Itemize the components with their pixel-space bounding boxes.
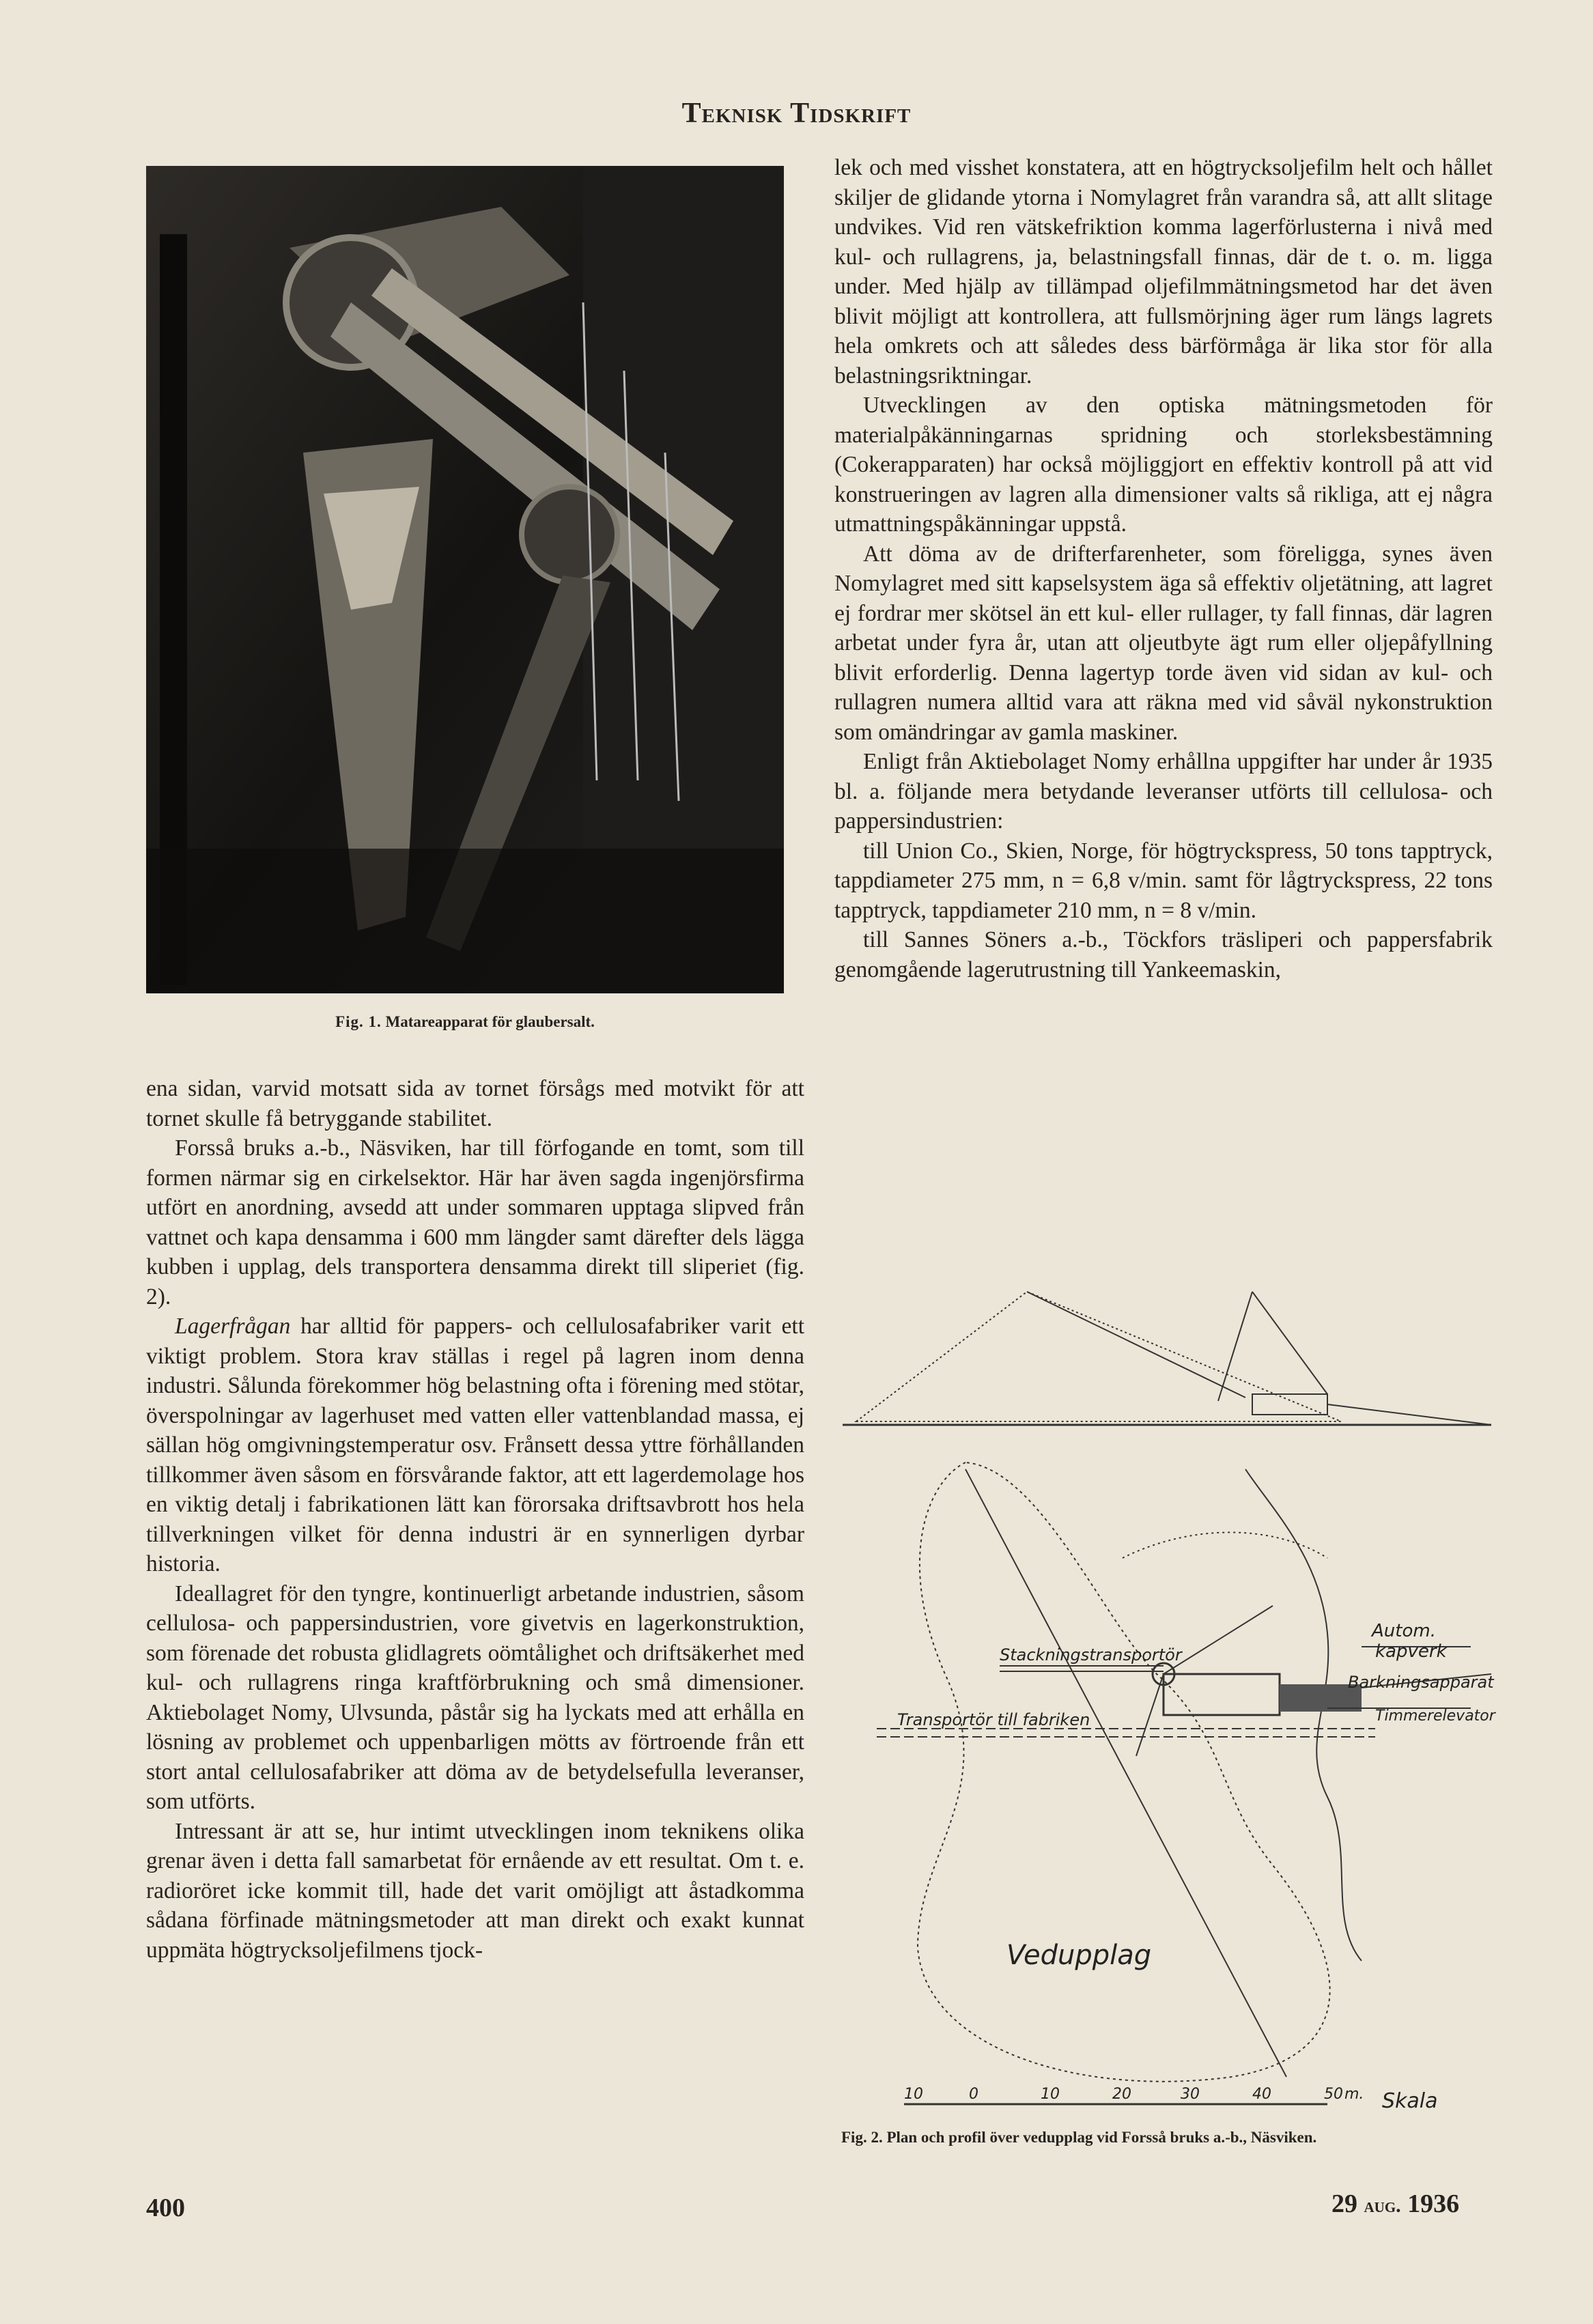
- paragraph: till Sannes Söners a.-b., Töckfors träsliperi och pappersfabrik genomgående lagerutrustning till Yankeemaskin,: [834, 927, 1493, 982]
- label-kapverk: kapverk: [1375, 1641, 1447, 1662]
- figure-2-label: Fig. 2.: [841, 2129, 883, 2146]
- figure-1-photo: [146, 166, 784, 993]
- scale-tick: 10: [1041, 2086, 1060, 2103]
- scale-tick: 20: [1112, 2086, 1131, 2103]
- label-vedupplag: Vedupplag: [1006, 1940, 1152, 1971]
- left-column: [146, 1074, 804, 1965]
- paragraph: ena sidan, varvid motsatt sida av tornet försågs med motvikt för att tornet skulle få betryggande stabilitet.: [146, 1076, 804, 1131]
- paragraph: Ideallagret för den tyngre, kontinuerligt arbetande industrien, såsom cellulosa- och pappersindustrien, vore givetvis en lagerkonstruktion, som förenade det robusta glidlagrets oömtålighet och driftsäkerhet med kul- och rullagrens ringa kraftförbrukning och små dimensioner. Aktiebolaget Nomy, Ulvsunda, påstår sig ha lyckats med att erhålla en lösning av problemet och uppenbarligen mötts av förtroende från ett stort antal cellulosafabriker att döma av de betydelsefulla leveranser, som utförts.: [146, 1581, 804, 1814]
- figure-2-caption: [841, 2129, 1497, 2146]
- paragraph: Att döma av de drifterfarenheter, som föreligga, synes även Nomylagret med sitt kapselsystem äga så effektiv oljetätning, att lagret ej fordrar mer skötsel än ett kul- eller rullager, ty fall finnas, där lagren arbetat under fyra år, utan att oljeutbyte ägt rum eller oljepåfyllning blivit erforderlig. Denna lagertyp torde även vid sidan av kul- och rullagren numera alltid vara att räkna med vid såväl nykonstruktion som omändringar av gamla maskiner.: [834, 541, 1493, 745]
- scale-tick: 50: [1324, 2086, 1343, 2103]
- figure-2-drawing: [836, 1264, 1504, 2122]
- paragraph: Intressant är att se, hur intimt utvecklingen inom teknikens olika grenar även i detta fall samarbetat för ernående av ett resultat. Om t. e. radioröret icke kommit till, hade det varit omöjligt att åstadkomma sådana förfinade mätningsmetoder att man direkt och exakt kunnat uppmäta högtrycksoljefilmens tjock-: [146, 1818, 804, 1963]
- italic-term: Lagerfrågan: [175, 1314, 291, 1339]
- label-autom: Autom.: [1372, 1621, 1436, 1641]
- paragraph: Enligt från Aktiebolaget Nomy erhållna uppgifter har under år 1935 bl. a. följande mera betydande leveranser utförts till cellulosa- och pappersindustrien:: [834, 749, 1493, 834]
- scale-tick: 30: [1181, 2086, 1200, 2103]
- scale-tick: 10: [904, 2086, 923, 2103]
- figure-1-caption: [146, 1013, 784, 1031]
- label-skala: Skala: [1382, 2089, 1438, 2113]
- label-stackning: Stackningstransportör: [1000, 1645, 1182, 1664]
- paragraph: Forsså bruks a.-b., Näsviken, har till förfogande en tomt, som till formen närmar sig en cirkelsektor. Här har även sagda ingenjörsfirma utfört en anordning, avsedd att under sommaren upptaga slipved från vattnet och kapa densamma i 600 mm längder samt därefter dels lägga kubben i upplag, dels transportera densamma direkt till sliperiet (fig. 2).: [146, 1135, 804, 1309]
- label-timmerelevator: Timmerelevator: [1375, 1707, 1495, 1725]
- figure-1-caption-text: Matareapparat för glaubersalt.: [385, 1013, 595, 1030]
- paragraph: Utvecklingen av den optiska mätningsmetoden för materialpåkänningarnas spridning och storleksbestämning (Cokerapparaten) har också möjliggjort en effektiv kontroll på att vid konstrueringen av lagren alla dimensioner valts så rikliga, att ej några utmattningspåkänningar uppstå.: [834, 393, 1493, 537]
- paragraph: lek och med visshet konstatera, att en högtrycksoljefilm helt och hållet skiljer de glidande ytorna i Nomylagret från varandra så, att allt slitage undvikes. Vid ren vätskefriktion komma lagerförlusterna i nivå med kul- och rullagrens, ja, belastningsfall finnas, där de t. o. m. ligga under. Med hjälp av tillämpad oljefilmmätningsmetod har det även blivit möjligt att kontrollera, att fullsmörjning äger rum längs lagrets hela omkrets och att således dess bärförmåga är lika stor för alla belastningsriktningar.: [834, 155, 1493, 388]
- paragraph: [146, 1312, 804, 1579]
- label-transport: Transportör till fabriken: [897, 1710, 1090, 1729]
- paragraph: till Union Co., Skien, Norge, för högtryckspress, 50 tons tapptryck, tappdiameter 275 mm, n = 6,8 v/min. samt för lågtryckspress, 22 tons tapptryck, tappdiameter 210 mm, n = 8 v/min.: [834, 838, 1493, 923]
- right-column: [834, 153, 1493, 984]
- scale-tick: 40: [1252, 2086, 1271, 2103]
- journal-title: Teknisk Tidskrift: [681, 98, 912, 129]
- figure-1-label: Fig. 1.: [335, 1013, 382, 1030]
- paragraph-text: har alltid för pappers- och cellulosafabriker varit ett viktigt problem. Stora krav ställas i regel på lagren inom denna industri. Sålunda förekommer hög belastning ofta i förening med stötar, överspolningar av lagerhuset med vatten eller vattenblandad massa, ej sällan hög omgivningstemperatur osv. Frånsett dessa yttre förhållanden tillkommer även såsom en försvårande faktor, att ett lagerdemolage hos en viktig detalj i fabrikationen lätt kan förorsaka driftsavbrott hos hela tillverkningen vilket för denna industri är en synnerligen dyrbar historia.: [146, 1314, 804, 1576]
- date-month: aug.: [1364, 2194, 1401, 2217]
- date-day: 29: [1331, 2190, 1357, 2218]
- issue-date: [1331, 2189, 1459, 2219]
- figure-2-caption-text: Plan och profil över vedupplag vid Forsså bruks a.-b., Näsviken.: [886, 2129, 1317, 2146]
- date-year: 1936: [1407, 2190, 1460, 2218]
- page-number: 400: [146, 2194, 185, 2222]
- label-barkning: Barkningsapparat: [1348, 1673, 1494, 1692]
- scale-unit: m.: [1344, 2086, 1364, 2103]
- scale-ticks: [904, 2086, 1364, 2103]
- scale-tick: 0: [969, 2086, 978, 2103]
